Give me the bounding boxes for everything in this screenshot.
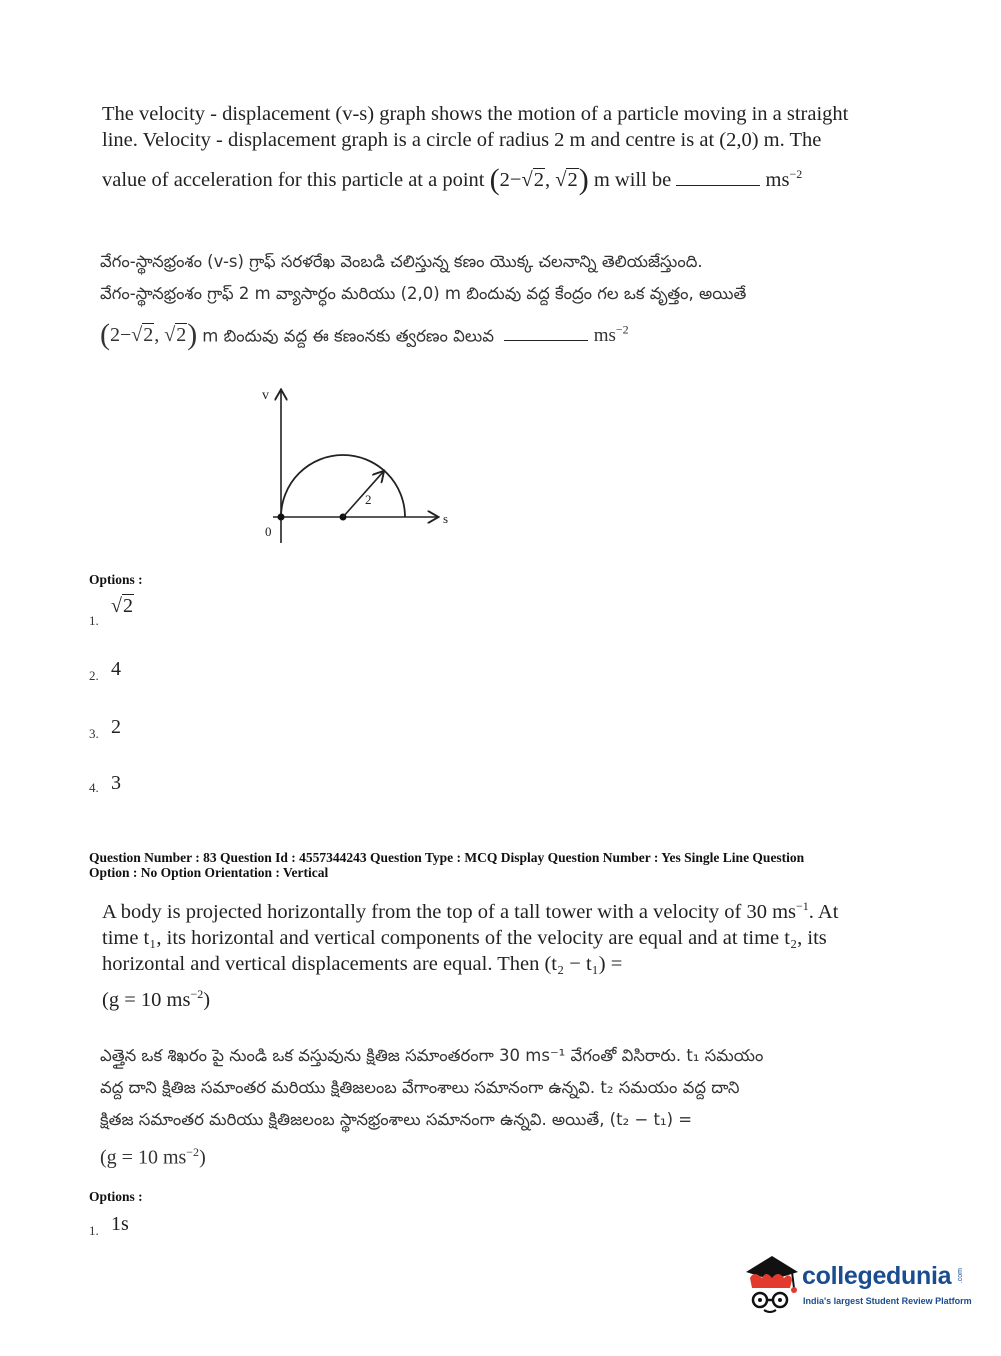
- brand-tagline: India's largest Student Review Platform: [803, 1296, 972, 1306]
- q82-te-line2: వేగం-స్థానభ్రంశం గ్రాఫ్ 2 m వ్యాసార్ధం మరియు (2,0) m బిందువు వద్ద కేంద్రం గల ఒక వృత్తం, అయితే: [100, 284, 747, 303]
- option-value: 1s: [111, 1213, 129, 1235]
- brand-name: collegedunia: [802, 1262, 952, 1290]
- q83-meta-line1: Question Number : 83 Question Id : 4557344243 Question Type : MCQ Display Question Number : Yes Single Line Question: [89, 850, 805, 865]
- q83-options-label: Options :: [89, 1189, 143, 1204]
- q83-te-line1: ఎత్తైన ఒక శిఖరం పై నుండి ఒక వస్తువును క్షితిజ సమాంతరంగా 30 ms⁻¹ వేగంతో విసిరారు. t₁ సమయం: [100, 1046, 764, 1065]
- option-number: 3.: [89, 726, 99, 741]
- q82-te-unit: $ms^{-2}$: [593, 323, 629, 347]
- radius-label: 2: [365, 492, 372, 507]
- q82-en-line2: line. Velocity - displacement graph is a circle of radius 2 m and centre is at (2,0) m. The: [102, 129, 822, 151]
- option-value: 2: [111, 716, 121, 738]
- option-value: 4: [111, 658, 121, 680]
- q83-en-line2: time t₁, its horizontal and vertical components of the velocity are equal and at time t₂, its: [102, 926, 827, 949]
- v-axis-label: v: [262, 388, 269, 403]
- q83-te-line4: (g = 10 $ms^{-2}$): [100, 1145, 206, 1169]
- radius-arrow: [343, 472, 383, 517]
- q83-en-line1: A body is projected horizontally from the top of a tall tower with a velocity of 30 $ms^{-1}$. At: [102, 899, 839, 923]
- origin-dot: [278, 514, 285, 521]
- q83-meta: [89, 850, 969, 880]
- semicircle-arc: [281, 455, 405, 517]
- option-number: 1.: [89, 613, 99, 628]
- origin-label: 0: [265, 524, 272, 539]
- q82-te-line3: (2−√2, √2) m బిందువు వద్ద ఈ కణంనకు త్వరణం విలువ $ms^{-2}$: [100, 318, 629, 352]
- q83-en-line4: (g = 10 $ms^{-2}$): [102, 986, 211, 1011]
- q82-en-line1: The velocity - displacement (v-s) graph shows the motion of a particle moving in a straight: [102, 103, 849, 125]
- q82-english: [102, 101, 902, 196]
- q82-unit: $ms^{-2}$: [765, 167, 803, 191]
- option-number: 1.: [89, 1223, 99, 1238]
- option-number: 2.: [89, 668, 99, 683]
- q83-te-line2: వద్ద దాని క్షితిజ సమాంతర మరియు క్షితిజలంబ వేగాంశాలు సమానంగా ఉన్నవి. t₂ సమయం వద్ద దాని: [100, 1078, 740, 1097]
- mascot-icon: [740, 1248, 804, 1316]
- answer-blank-te: [504, 326, 588, 341]
- q82-point: (2−√2, √2): [489, 162, 589, 196]
- q83-telugu: [100, 1040, 900, 1174]
- s-axis-label: s: [443, 511, 449, 526]
- option-number: 4.: [89, 780, 99, 795]
- q82-options-label: Options :: [89, 572, 143, 587]
- q83-te-line3: క్షితజ సమాంతర మరియు క్షితిజలంబ స్థానభ్రంశాలు సమానంగా ఉన్నవి. అయితే, (t₂ − t₁) =: [100, 1110, 693, 1129]
- vs-graph: [255, 383, 475, 553]
- q83-english: [102, 893, 902, 1013]
- q82-te-point: (2−√2, √2): [100, 318, 198, 352]
- option-value: √2: [111, 595, 133, 617]
- q82-telugu: [100, 246, 900, 352]
- option-value: 3: [111, 772, 121, 794]
- q82-en-line3: value of acceleration for this particle at a point (2−√2, √2) m will be $ms^{-2}$: [102, 162, 803, 196]
- q82-te-line1: వేగం-స్థానభ్రంశం (v-s) గ్రాఫ్ సరళరేఖ వెంబడి చలిస్తున్న కణం యొక్క చలనాన్ని తెలియజేస్తుంది.: [100, 252, 703, 271]
- q83-en-line3: horizontal and vertical displacements are equal. Then (t₂ − t₁) =: [102, 952, 623, 975]
- collegedunia-logo[interactable]: [740, 1248, 980, 1318]
- answer-blank: [676, 171, 760, 186]
- brand-dotcom: .com: [957, 1268, 964, 1284]
- q83-meta-line2: Option : No Option Orientation : Vertical: [89, 865, 329, 880]
